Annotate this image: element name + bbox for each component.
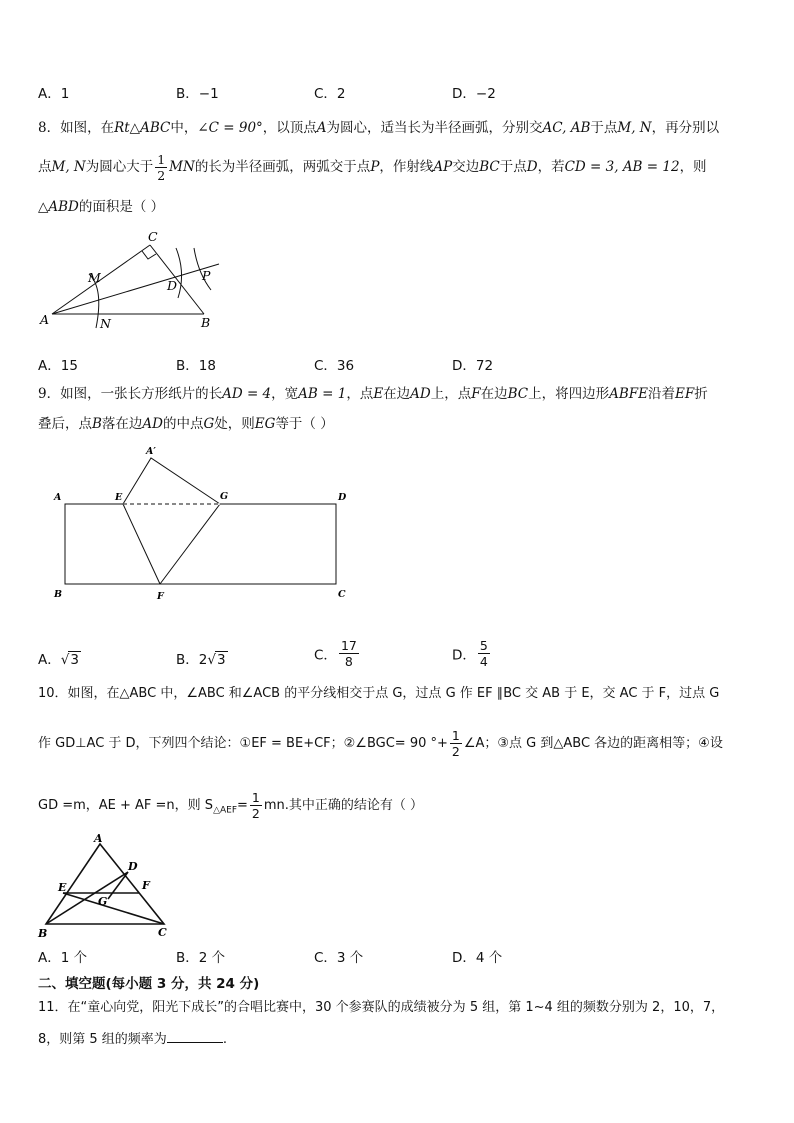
q9-figure <box>48 440 358 605</box>
q7-option-a: A．1 <box>38 86 70 102</box>
q9-label-f: F <box>157 591 164 602</box>
q7-option-c: C．2 <box>314 86 346 102</box>
q9-options <box>38 638 738 680</box>
q11-line-2: 8，则第 5 组的频率为 . <box>38 1032 227 1047</box>
q9-segment-fg <box>160 504 220 584</box>
q9-option-d: D． $\frac{5}{4}$ <box>452 638 488 669</box>
q10-bisector-bd <box>46 872 128 924</box>
q10-label-b: B <box>38 927 48 940</box>
q9-rectangle <box>65 504 336 584</box>
q8-line-3: △ABD的面积是（ ） <box>38 199 165 215</box>
q9-folded-edges <box>123 458 220 504</box>
q10-segment-gd <box>108 872 128 899</box>
q8-option-b: B．18 <box>176 358 216 374</box>
q11-answer-blank[interactable] <box>167 1030 223 1043</box>
q8-side-ac <box>52 245 150 314</box>
q8-option-c: C．36 <box>314 358 355 374</box>
q10-label-a: A <box>94 832 103 845</box>
q9-option-c: C． $\frac{17}{8}$ <box>314 638 357 669</box>
q10-figure <box>34 832 184 942</box>
q9-label-g: G <box>220 491 229 502</box>
q8-right-angle <box>142 251 156 259</box>
q9-fold-line-ef <box>123 504 160 584</box>
q9-line-1: 9．如图，一张长方形纸片的长AD = 4，宽AB = 1，点E在边AD上，点F在边BC上，将四边形ABFE沿着EF折 <box>38 386 708 402</box>
q10-option-d: D．4 个 <box>452 950 503 966</box>
q9-option-b: B．2√3 <box>176 652 226 668</box>
q8-label-d: D <box>167 278 178 293</box>
q8-option-d: D．72 <box>452 358 494 374</box>
q8-line-1: 8．如图，在Rt△ABC中，∠C = 90°，以顶点A为圆心，适当长为半径画弧，分别交AC, AB于点M, N，再分别以 <box>38 120 720 136</box>
q11-line-1: 11．在“童心向党，阳光下成长”的合唱比赛中，30 个参赛队的成绩被分为 5 组，第 1~4 组的频数分别为 2，10，7， <box>38 1000 725 1015</box>
q8-fraction: $\frac{1}{2}$ <box>157 152 166 183</box>
q7-options <box>38 82 738 104</box>
q10-line-3: GD =m，AE + AF =n，则 $S_{\triangle AEF}=$ $\frac{1}{2}$ mn.其中正确的结论有（ ） <box>38 790 424 821</box>
q10-option-c: C．3 个 <box>314 950 364 966</box>
section-heading-fill-blank: 二、填空题(每小题 3 分，共 24 分) <box>38 976 260 992</box>
q10-label-c: C <box>158 926 167 939</box>
q10-line-2: 作 GD⊥AC 于 D，下列四个结论：①EF = BE+CF；②∠BGC= 90 °+ $\frac{1}{2}$ ∠A；③点 G 到△ABC 各边的距离相等；④设 <box>38 728 723 759</box>
q10-label-f: F <box>142 879 150 892</box>
q8-figure <box>36 228 226 338</box>
q8-label-p: P <box>202 268 211 283</box>
q9-label-a: A <box>54 492 62 503</box>
q10-label-g: G <box>98 895 108 908</box>
q8-option-a: A．15 <box>38 358 78 374</box>
q7-option-d: D．−2 <box>452 86 496 102</box>
q9-label-c: C <box>338 589 346 600</box>
q8-options <box>38 354 738 376</box>
q9-label-d: D <box>338 492 347 503</box>
q8-label-a: A <box>40 312 50 327</box>
q10-label-e: E <box>58 881 67 894</box>
q10-options <box>38 946 738 968</box>
q8-label-b: B <box>201 315 211 330</box>
q9-label-a-prime: A′ <box>146 446 156 457</box>
q8-label-n: N <box>100 316 111 331</box>
q7-option-b: B．−1 <box>176 86 219 102</box>
q8-label-c: C <box>148 229 158 244</box>
q10-option-b: B．2 个 <box>176 950 226 966</box>
q8-line-2: 点M, N为圆心大于 $\frac{1}{2}$ MN的长为半径画弧，两弧交于点P，作射线AP交边BC于点D，若CD = 3, AB = 12，则 <box>38 152 707 183</box>
q9-option-a: A．√3 <box>38 652 79 668</box>
q8-label-m: M <box>88 270 101 285</box>
q8-ray-ap <box>52 264 219 314</box>
q10-bisector-ce <box>63 893 164 924</box>
q10-label-d: D <box>128 860 138 873</box>
q9-label-e: E <box>115 492 123 503</box>
q10-line-1: 10．如图，在△ABC 中，∠ABC 和∠ACB 的平分线相交于点 G，过点 G 作 EF ∥BC 交 AB 于 E，交 AC 于 F，过点 G <box>38 686 720 701</box>
q9-label-b: B <box>54 589 63 600</box>
q10-option-a: A．1 个 <box>38 950 88 966</box>
q9-line-2: 叠后，点B落在边AD的中点G处，则EG等于（ ） <box>38 416 334 432</box>
